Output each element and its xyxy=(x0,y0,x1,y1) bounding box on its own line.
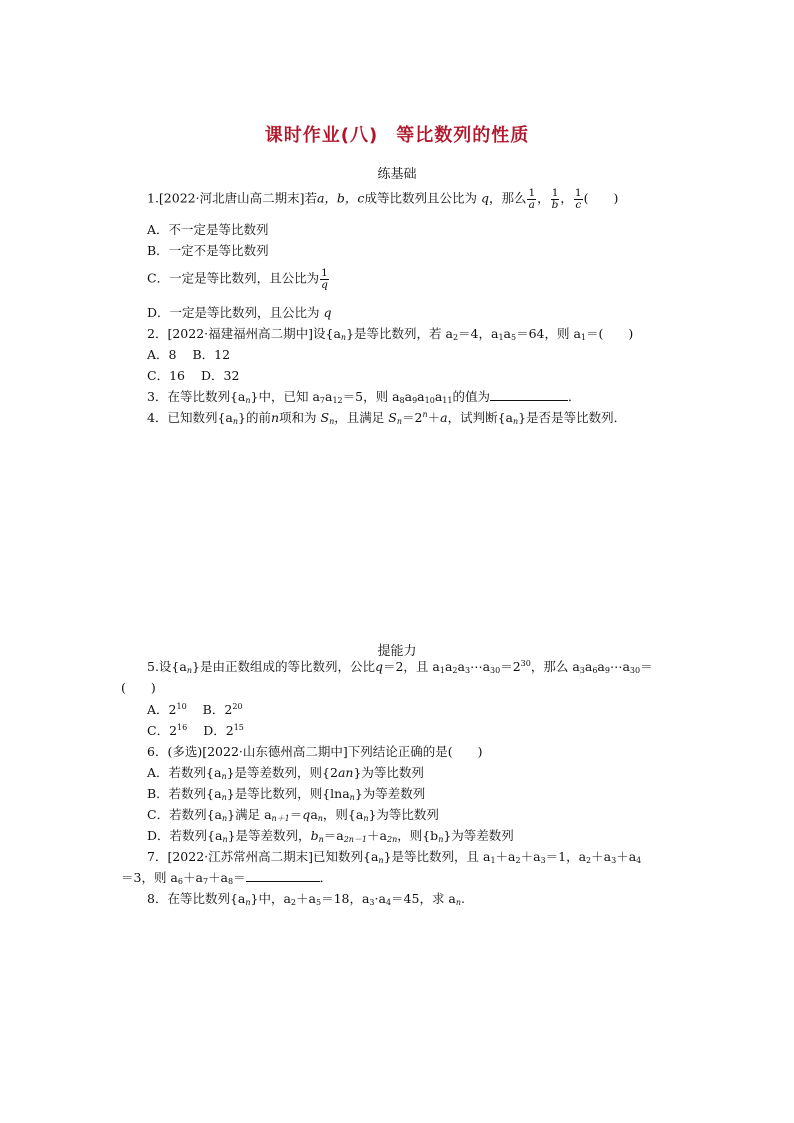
fraction-1-over-b: $\frac{1}{b}$ xyxy=(551,187,559,211)
question-7-stem-line2: ＝3，则 $a_6+a_7+a_8=$ ． xyxy=(121,870,333,886)
question-1-option-b: B．一定不是等比数列 xyxy=(147,243,269,258)
question-1-option-c: C．一定是等比数列，且公比为 $\frac{1}{q}$ xyxy=(147,267,328,291)
answer-blank xyxy=(490,400,568,401)
question-1-stem: 1.[2022·河北唐山高二期末]若a，b，c成等比数列且公比为 q，那么 $\frac{1}{a}$ ， $\frac{1}{b}$ ， $\frac{1}{c}$ ( ) xyxy=(147,187,619,211)
question-6-option-a: A．若数列$\{a_n\}$是等差数列，则{2an}为等比数列 xyxy=(147,765,424,781)
question-5-stem: 5.设$\{a_n\}$是由正数组成的等比数列，公比q＝2，且 $a_1a_2a_3\cdots a_{30}=2^{30}$，那么 $a_3a_6a_9\cdots a_{30}=$ xyxy=(147,659,653,675)
question-6-option-b: B．若数列$\{a_n\}$是等比数列，则{lna$_n$}为等差数列 xyxy=(147,786,426,802)
question-2-stem: 2．[2022·福建福州高二期中]设$\{a_n\}$是等比数列，若 $a_2=4$，$a_1a_5=64$，则 $a_1=$( ) xyxy=(147,326,634,342)
answer-blank xyxy=(246,881,320,882)
question-6-stem: 6．(多选)[2022·山东德州高二期中]下列结论正确的是( ) xyxy=(147,744,483,759)
question-1-option-a: A．不一定是等比数列 xyxy=(147,222,269,237)
question-4-stem: 4．已知数列$\{a_n\}$的前n项和为 $S_n$，且满足 $S_n=2^n+a$，试判断$\{a_n\}$是否是等比数列． xyxy=(147,410,627,426)
title-topic: 等比数列的性质 xyxy=(396,125,530,146)
page-title xyxy=(0,121,794,147)
question-6-option-c: C．若数列$\{a_n\}$满足 $a_{n+1}=qa_n$，则$\{a_n\}$为等比数列 xyxy=(147,807,439,823)
section-heading-advanced: 提能力 xyxy=(377,644,417,659)
title-main: 课时作业(八) xyxy=(264,125,379,146)
question-2-options-ab: A．8 B．12 xyxy=(147,347,231,362)
question-1-option-d: D．一定是等比数列，且公比为 q xyxy=(147,305,332,320)
question-3-stem: 3．在等比数列$\{a_n\}$中，已知 $a_7a_{12}=5$，则 $a_8a_9a_{10}a_{11}$的值为 ． xyxy=(147,389,581,405)
fraction-1-over-a: $\frac{1}{a}$ xyxy=(528,187,536,211)
fraction-1-over-c: $\frac{1}{c}$ xyxy=(574,187,582,211)
fraction-1-over-q: $\frac{1}{q}$ xyxy=(321,267,328,291)
question-6-option-d: D．若数列$\{a_n\}$是等差数列，$b_n=a_{2n-1}+a_{2n}$，则$\{b_n\}$为等差数列 xyxy=(147,828,514,844)
question-5-options-cd: C．$2^{16}$ D．$2^{15}$ xyxy=(147,723,244,738)
question-5-options-ab: A．$2^{10}$ B．$2^{20}$ xyxy=(147,702,243,717)
question-7-stem-line1: 7．[2022·江苏常州高二期末]已知数列$\{a_n\}$是等比数列，且 $a_1+a_2+a_3=1$，$a_2+a_3+a_4$ xyxy=(147,849,642,865)
section-heading-basic: 练基础 xyxy=(377,167,417,182)
question-5-paren: ( ) xyxy=(121,680,156,695)
question-2-options-cd: C．16 D．32 xyxy=(147,368,240,383)
question-8-stem: 8．在等比数列$\{a_n\}$中，$a_2+a_5=18$，$a_3\cdot a_4=45$，求 $a_n$. xyxy=(147,891,466,907)
